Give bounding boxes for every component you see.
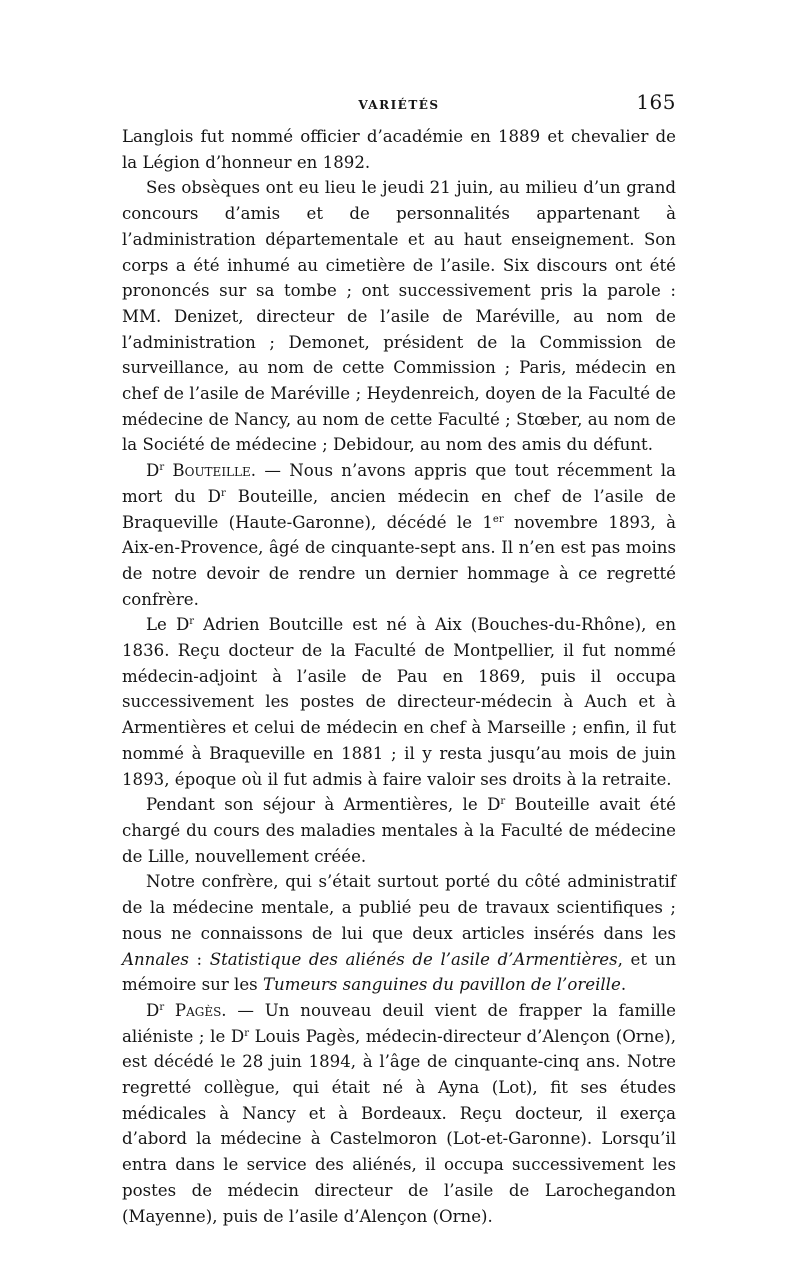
paragraph-langlois-honors <box>122 124 676 175</box>
paragraph-text: Adrien Boutcille est né à Aix (Bouches-du-Rhône), en 1836. Reçu docteur de la Faculté de Montpellier, il fut nommé médecin-adjoint à l’asile de Pau en 1869, puis il occupa successivement les postes de directeur-médecin à Auch et à Armentières et celui de médecin en chef à Marseille ; enfin, il fut nommé à Braqueville en 1881 ; il y resta jusqu’au mois de juin 1893, époque où il fut admis à faire valoir ses droits à la retraite. <box>122 615 677 789</box>
superscript: r <box>159 462 165 474</box>
paragraph-bouteille-obituary <box>122 458 676 612</box>
superscript: r <box>220 487 226 499</box>
doctor-title: D <box>146 1000 160 1020</box>
superscript: er <box>492 513 504 525</box>
superscript: r <box>159 1001 165 1013</box>
running-title: VARIÉTÉS <box>358 98 440 112</box>
italic-title: Annales <box>122 949 189 969</box>
paragraph-text: — Un nouveau deuil vient de frapper la famille aliéniste ; le D <box>122 1000 676 1046</box>
superscript: r <box>244 1027 249 1039</box>
paragraph-text: novembre 1893, à Aix-en-Provence, âgé de cinquante-sept ans. Il n’en est pas moins de notre devoir de rendre un dernier hommage à ce regretté confrère. <box>122 512 677 609</box>
paragraph-bouteille-lille <box>122 792 676 869</box>
paragraph-text: Louis Pagès, médecin-directeur d’Alençon (Orne), est décédé le 28 juin 1894, à l’âge de cinquante-cinq ans. Notre regretté collègue, qui était né à Ayna (Lot), fit ses études médicales à Nancy et à Bordeaux. Reçu docteur, il exerça d’abord la médecine à Castelmoron (Lot-et-Garonne). Lorsqu’il entra dans le service des aliénés, il occupa successivement les postes de médecin directeur de l’asile de Larochegandon (Mayenne), puis de l’asile d’Alençon (Orne). <box>122 1026 676 1226</box>
paragraph-text: . <box>620 975 627 995</box>
paragraph-text: Langlois fut nommé officier d’académie en 1889 et chevalier de la Légion d’honneur en 1892. <box>122 127 676 172</box>
superscript: r <box>500 796 506 808</box>
italic-title: Statistique des aliénés de l’asile d’Armentières <box>209 949 618 969</box>
paragraph-text: — Nous n’avons appris que tout récemment la mort du D <box>122 461 676 506</box>
paragraph-bouteille-publications <box>122 869 676 998</box>
doctor-title: D <box>146 461 160 481</box>
paragraph-funeral <box>122 175 676 458</box>
paragraph-text: Le D <box>146 615 190 635</box>
body-text <box>122 124 676 1229</box>
section-name-bouteille: Bouteille. <box>172 461 257 481</box>
paragraph-text: Pendant son séjour à Armentières, le D <box>146 795 501 815</box>
paragraph-bouteille-career <box>122 612 676 792</box>
paragraph-text: , et un mémoire sur les <box>122 949 677 995</box>
paragraph-text: Ses obsèques ont eu lieu le jeudi 21 juin, au milieu d’un grand concours d’amis et de personnalités appartenant à l’administration départementale et au haut enseignement. Son corps a été inhumé au cimetière de l’asile. Six discours ont été prononcés sur sa tombe ; ont successivement pris la parole : MM. Denizet, directeur de l’asile de Maréville, au nom de l’administration ; Demonet, président de la Commission de surveillance, au nom de cette Commission ; Paris, médecin en chef de l’asile de Maréville ; Heydenreich, doyen de la Faculté de médecine de Nancy, au nom de cette Faculté ; Stœber, au nom de la Société de médecine ; Debidour, au nom des amis du défunt. <box>122 178 676 455</box>
paragraph-text: Bouteille avait été chargé du cours des maladies mentales à la Faculté de médecine de Lille, nouvellement créée. <box>122 795 676 866</box>
italic-title: Tumeurs sanguines du pavillon de l’oreille <box>262 975 621 995</box>
superscript: r <box>189 616 195 628</box>
paragraph-text: Bouteille, ancien médecin en chef de l’asile de Braqueville (Haute-Garonne), décédé le 1 <box>122 486 676 532</box>
paragraph-pages-obituary <box>122 998 676 1229</box>
page-header <box>122 0 676 124</box>
paragraph-text: Notre confrère, qui s’était surtout porté du côté administratif de la médecine mentale, a publié peu de travaux scientifiques ; nous ne connaissons de lui que deux articles insérés dans les <box>122 872 676 943</box>
paragraph-text: : <box>188 949 210 969</box>
section-name-pages: Pagès. <box>174 1000 227 1020</box>
page-number: 165 <box>636 90 676 114</box>
